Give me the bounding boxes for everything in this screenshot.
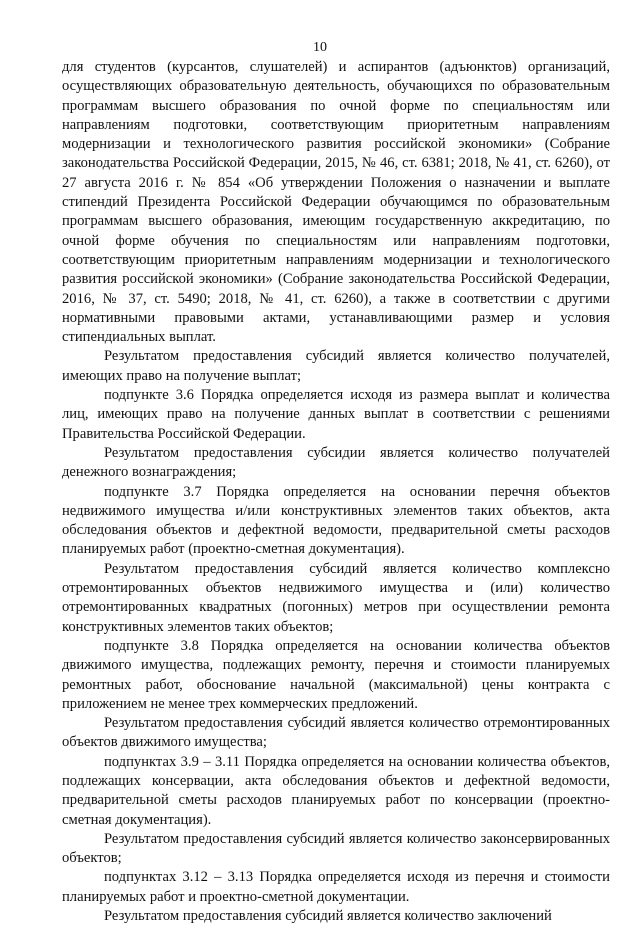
paragraph-1: для студентов (курсантов, слушателей) и аспирантов (адъюнктов) организаций, осуществляющих образовательную деятельность, обучающихся по образовательным программам высшего образования по очной форме по специальностям или направлениям подготовки, соответствующим приоритетным направлениям модернизации и технологического развития российской экономики» (Собрание законодательства Российской Федерации, 2015, № 46, ст. 6381; 2018, № 41, ст. 6260), от 27 августа 2016 г. № 854 «Об утверждении Положения о назначении и выплате стипендий Президента Российской Федерации обучающимся по образовательным программам высшего образования, имеющим государственную аккредитацию, по очной форме обучения по специальностям или направлениям подготовки, соответствующим приоритетным направлениям модернизации и технологического развития российской экономики» (Собрание законодательства Российской Федерации, 2016, № 37, ст. 5490; 2018, № 41, ст. 6260), а также в соответствии с другими нормативными правовыми актами, устанавливающими размер и условия стипендиальных выплат. [62,59,610,346]
paragraph-3: подпункте 3.6 Порядка определяется исходя из размера выплат и количества лиц, имеющих право на получение данных выплат в соответствии с решениями Правительства Российской Федерации. [62,387,610,442]
paragraph-6: Результатом предоставления субсидий является количество комплексно отремонтированных объектов недвижимого имущества и (или) количество отремонтированных квадратных (погонных) метров при осуществлении ремонта конструктивных элементов таких объектов; [62,560,610,635]
paragraph-12: Результатом предоставления субсидий является количество заключений [104,908,552,925]
paragraph-9: подпунктах 3.9 – 3.11 Порядка определяется на основании количества объектов, подлежащих консервации, акта обследования объектов и дефектной ведомости, предварительной сметы расходов планируемых работ по консервации (проектно-сметная документация). [62,753,610,828]
paragraph-10: Результатом предоставления субсидий является количество законсервированных объектов; [62,830,610,867]
paragraph-8: Результатом предоставления субсидий является количество отремонтированных объектов движимого имущества; [62,715,610,751]
paragraph-4: Результатом предоставления субсидии является количество получателей денежного вознаграждения; [62,444,610,481]
paragraph-5: подпункте 3.7 Порядка определяется на основании перечня объектов недвижимого имущества и/или конструктивных элементов таких объектов, акта обследования объектов и дефектной ведомости, предварительной сметы расходов планируемых работ (проектно-сметная документация). [62,483,610,558]
document-body [62,58,610,926]
paragraph-11: подпунктах 3.12 – 3.13 Порядка определяется исходя из перечня и стоимости планируемых работ и проектно-сметной документации. [62,869,610,905]
paragraph-7: подпункте 3.8 Порядка определяется на основании количества объектов движимого имущества, подлежащих ремонту, перечня и стоимости планируемых ремонтных работ, обоснование начальной (максимальной) цены контракта с приложением не менее трех коммерческих предложений. [62,637,610,712]
page-number: 10 [313,40,327,55]
paragraph-2: Результатом предоставления субсидий является количество получателей, имеющих право на получение выплат; [62,348,610,384]
